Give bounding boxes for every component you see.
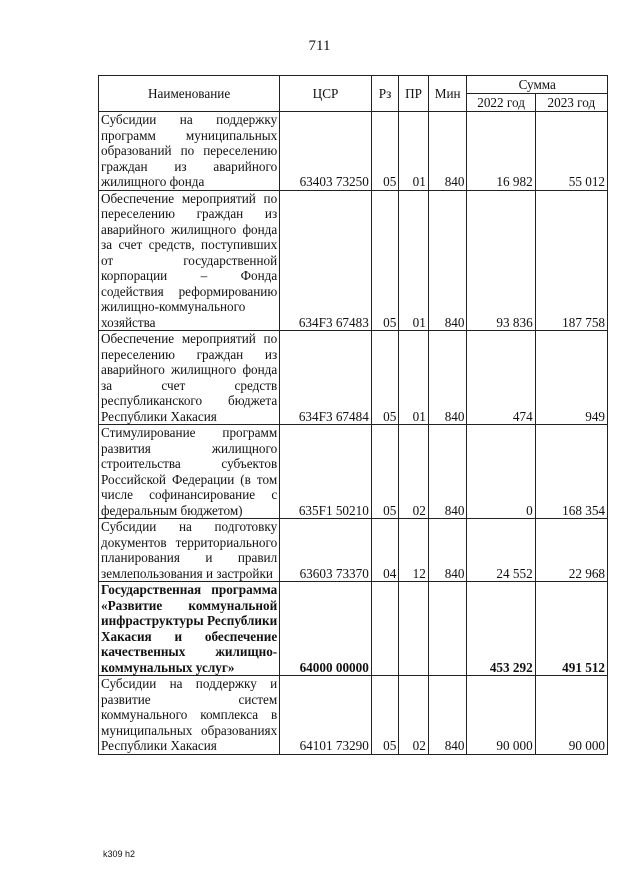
row-2022: 24 552 [467, 519, 535, 582]
table-row [99, 331, 608, 425]
row-csr: 63403 73250 [280, 112, 372, 191]
row-min: 840 [428, 676, 467, 755]
row-2022: 474 [467, 331, 535, 425]
row-rz [371, 582, 398, 676]
header-year-2022: 2022 год [467, 94, 535, 112]
row-name: Обеспечение мероприятий по переселению граждан из аварийного жилищного фонда за счет средств республиканского бюджета Республики Хакасия [99, 331, 280, 425]
row-rz: 05 [371, 425, 398, 519]
row-pr: 02 [399, 425, 429, 519]
table-row-program [99, 582, 608, 676]
row-2022: 16 982 [467, 112, 535, 191]
row-2022: 0 [467, 425, 535, 519]
row-rz: 05 [371, 190, 398, 331]
row-csr: 63603 73370 [280, 519, 372, 582]
row-pr: 01 [399, 190, 429, 331]
row-name: Субсидии на подготовку документов территориального планирования и правил землепользования и застройки [99, 519, 280, 582]
row-2023: 491 512 [535, 582, 607, 676]
row-min: 840 [428, 425, 467, 519]
header-year-2023: 2023 год [535, 94, 607, 112]
row-pr [399, 582, 429, 676]
row-2022: 453 292 [467, 582, 535, 676]
table-row [99, 190, 608, 331]
row-rz: 04 [371, 519, 398, 582]
table-header-row [99, 76, 608, 94]
row-csr: 64101 73290 [280, 676, 372, 755]
row-min: 840 [428, 190, 467, 331]
budget-table [98, 75, 608, 755]
row-min: 840 [428, 519, 467, 582]
row-name: Государственная программа «Развитие коммунальной инфраструктуры Республики Хакасия и обеспечение качественных жилищно-коммунальных услуг» [99, 582, 280, 676]
row-2022: 90 000 [467, 676, 535, 755]
row-2023: 55 012 [535, 112, 607, 191]
row-csr: 634F3 67484 [280, 331, 372, 425]
row-min [428, 582, 467, 676]
header-pr: ПР [399, 76, 429, 112]
header-name: Наименование [99, 76, 280, 112]
row-2023: 949 [535, 331, 607, 425]
table-row [99, 676, 608, 755]
row-min: 840 [428, 112, 467, 191]
header-min: Мин [428, 76, 467, 112]
row-csr: 64000 00000 [280, 582, 372, 676]
row-name: Обеспечение мероприятий по переселению граждан из аварийного жилищного фонда за счет средств, поступивших от государственной корпорации – Фонда содействия реформированию жилищно-коммунального хозяйства [99, 190, 280, 331]
row-csr: 635F1 50210 [280, 425, 372, 519]
header-sum: Сумма [467, 76, 608, 94]
row-min: 840 [428, 331, 467, 425]
table-row [99, 425, 608, 519]
row-pr: 02 [399, 676, 429, 755]
page-number: 711 [308, 38, 331, 54]
header-rz: Рз [371, 76, 398, 112]
footer-code: k309 h2 [103, 849, 136, 859]
table-row [99, 519, 608, 582]
row-rz: 05 [371, 112, 398, 191]
row-name: Стимулирование программ развития жилищного строительства субъектов Российской Федерации (в том числе софинансирование с федеральным бюджетом) [99, 425, 280, 519]
row-csr: 634F3 67483 [280, 190, 372, 331]
row-pr: 12 [399, 519, 429, 582]
header-csr: ЦСР [280, 76, 372, 112]
row-name: Субсидии на поддержку и развитие систем коммунального комплекса в муниципальных образованиях Республики Хакасия [99, 676, 280, 755]
row-2023: 168 354 [535, 425, 607, 519]
row-name: Субсидии на поддержку программ муниципальных образований по переселению граждан из аварийного жилищного фонда [99, 112, 280, 191]
row-2023: 90 000 [535, 676, 607, 755]
row-2023: 22 968 [535, 519, 607, 582]
row-pr: 01 [399, 112, 429, 191]
row-rz: 05 [371, 676, 398, 755]
row-2022: 93 836 [467, 190, 535, 331]
row-2023: 187 758 [535, 190, 607, 331]
row-rz: 05 [371, 331, 398, 425]
table-row [99, 112, 608, 191]
row-pr: 01 [399, 331, 429, 425]
